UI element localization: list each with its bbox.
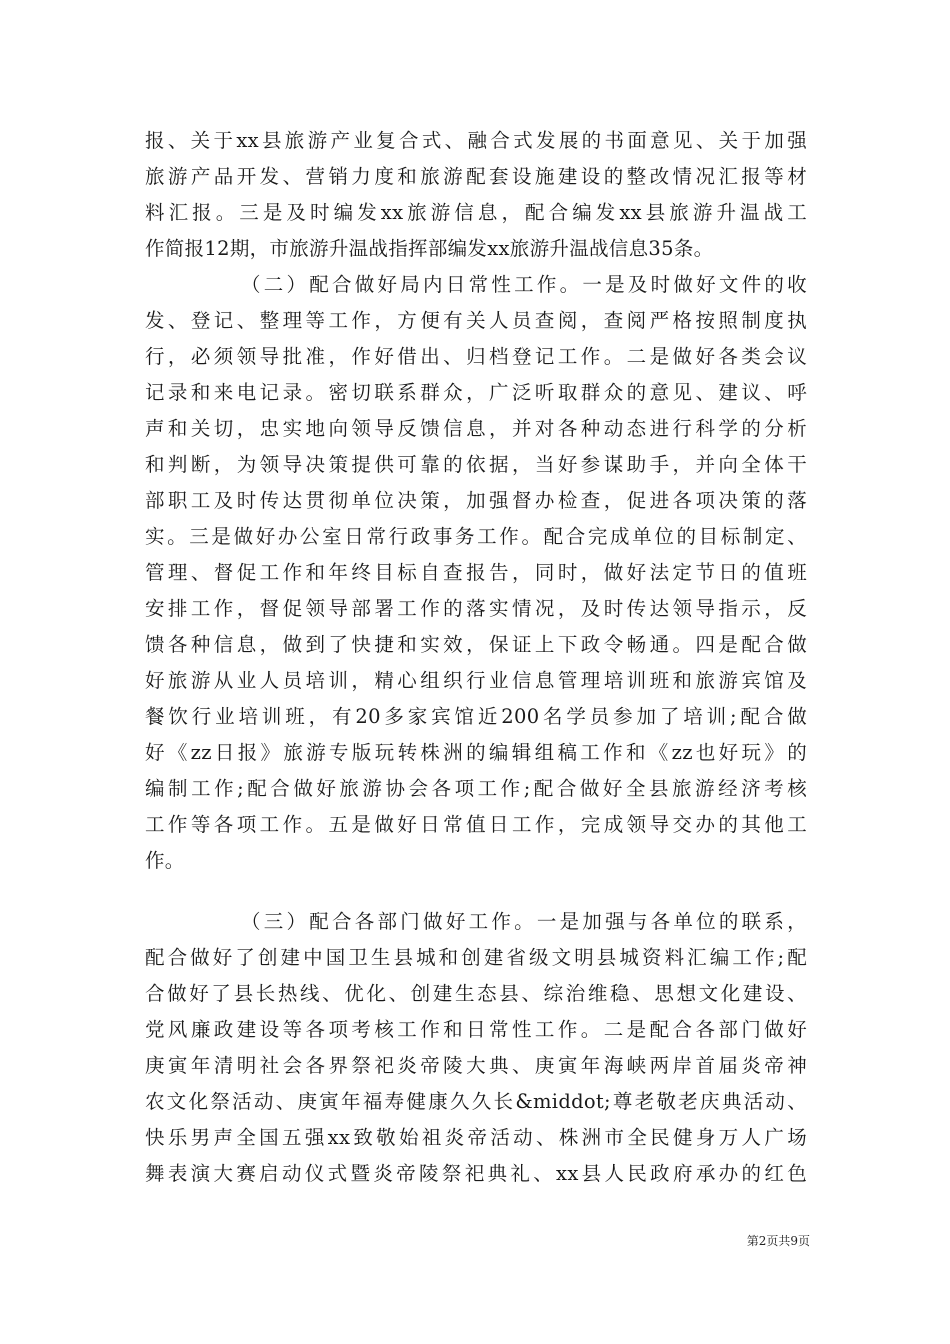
text-line: 作。 xyxy=(145,849,185,872)
text-line: 管理、督促工作和年终目标自查报告，同时，做好法定节日的值班 xyxy=(145,561,807,584)
text-line: 合做好了县长热线、优化、创建生态县、综治维稳、思想文化建设、 xyxy=(145,982,807,1005)
text-line: 记录和来电记录。密切联系群众，广泛听取群众的意见、建议、呼 xyxy=(145,381,807,404)
text-line: 和判断，为领导决策提供可靠的依据，当好参谋助手，并向全体干 xyxy=(145,453,807,476)
text-line: 配合做好了创建中国卫生县城和创建省级文明县城资料汇编工作;配 xyxy=(145,946,807,969)
text-line: 快乐男声全国五强xx致敬始祖炎帝活动、株洲市全民健身万人广场 xyxy=(145,1126,807,1149)
text-line: 庚寅年清明社会各界祭祀炎帝陵大典、庚寅年海峡两岸首届炎帝神 xyxy=(145,1054,807,1077)
paragraph-3 xyxy=(145,904,807,1192)
text-line: 报、关于xx县旅游产业复合式、融合式发展的书面意见、关于加强 xyxy=(145,129,807,152)
text-line: 部职工及时传达贯彻单位决策，加强督办检查，促进各项决策的落 xyxy=(145,489,807,512)
text-line: 舞表演大赛启动仪式暨炎帝陵祭祀典礼、xx县人民政府承办的红色 xyxy=(145,1162,807,1185)
text-line: 编制工作;配合做好旅游协会各项工作;配合做好全县旅游经济考核 xyxy=(145,777,807,800)
text-line: 行，必须领导批准，作好借出、归档登记工作。二是做好各类会议 xyxy=(145,345,807,368)
section-heading-line: （二）配合做好局内日常性工作。一是及时做好文件的收 xyxy=(241,273,807,296)
paragraph-2 xyxy=(145,267,807,879)
text-line: 实。三是做好办公室日常行政事务工作。配合完成单位的目标制定、 xyxy=(145,525,807,548)
section-heading-line: （三）配合各部门做好工作。一是加强与各单位的联系， xyxy=(241,910,807,933)
paragraph-1 xyxy=(145,123,807,267)
text-line: 工作等各项工作。五是做好日常值日工作，完成领导交办的其他工 xyxy=(145,813,807,836)
text-line: 声和关切，忠实地向领导反馈信息，并对各种动态进行科学的分析 xyxy=(145,417,807,440)
page-number-footer: 第2页共9页 xyxy=(746,1234,810,1248)
text-line: 农文化祭活动、庚寅年福寿健康久久长&middot;尊老敬老庆典活动、 xyxy=(145,1090,807,1113)
text-line: 安排工作，督促领导部署工作的落实情况，及时传达领导指示，反 xyxy=(145,597,807,620)
text-line: 作简报12期，市旅游升温战指挥部编发xx旅游升温战信息35条。 xyxy=(145,237,714,260)
text-line: 好旅游从业人员培训，精心组织行业信息管理培训班和旅游宾馆及 xyxy=(145,669,807,692)
text-line: 党风廉政建设等各项考核工作和日常性工作。二是配合各部门做好 xyxy=(145,1018,807,1041)
text-line: 餐饮行业培训班，有20多家宾馆近200名学员参加了培训;配合做 xyxy=(145,705,807,728)
text-line: 料汇报。三是及时编发xx旅游信息，配合编发xx县旅游升温战工 xyxy=(145,201,807,224)
text-line: 旅游产品开发、营销力度和旅游配套设施建设的整改情况汇报等材 xyxy=(145,165,807,188)
text-line: 发、登记、整理等工作，方便有关人员查阅，查阅严格按照制度执 xyxy=(145,309,807,332)
text-line: 好《zz日报》旅游专版玩转株洲的编辑组稿工作和《zz也好玩》的 xyxy=(145,741,807,764)
text-line: 馈各种信息，做到了快捷和实效，保证上下政令畅通。四是配合做 xyxy=(145,633,807,656)
